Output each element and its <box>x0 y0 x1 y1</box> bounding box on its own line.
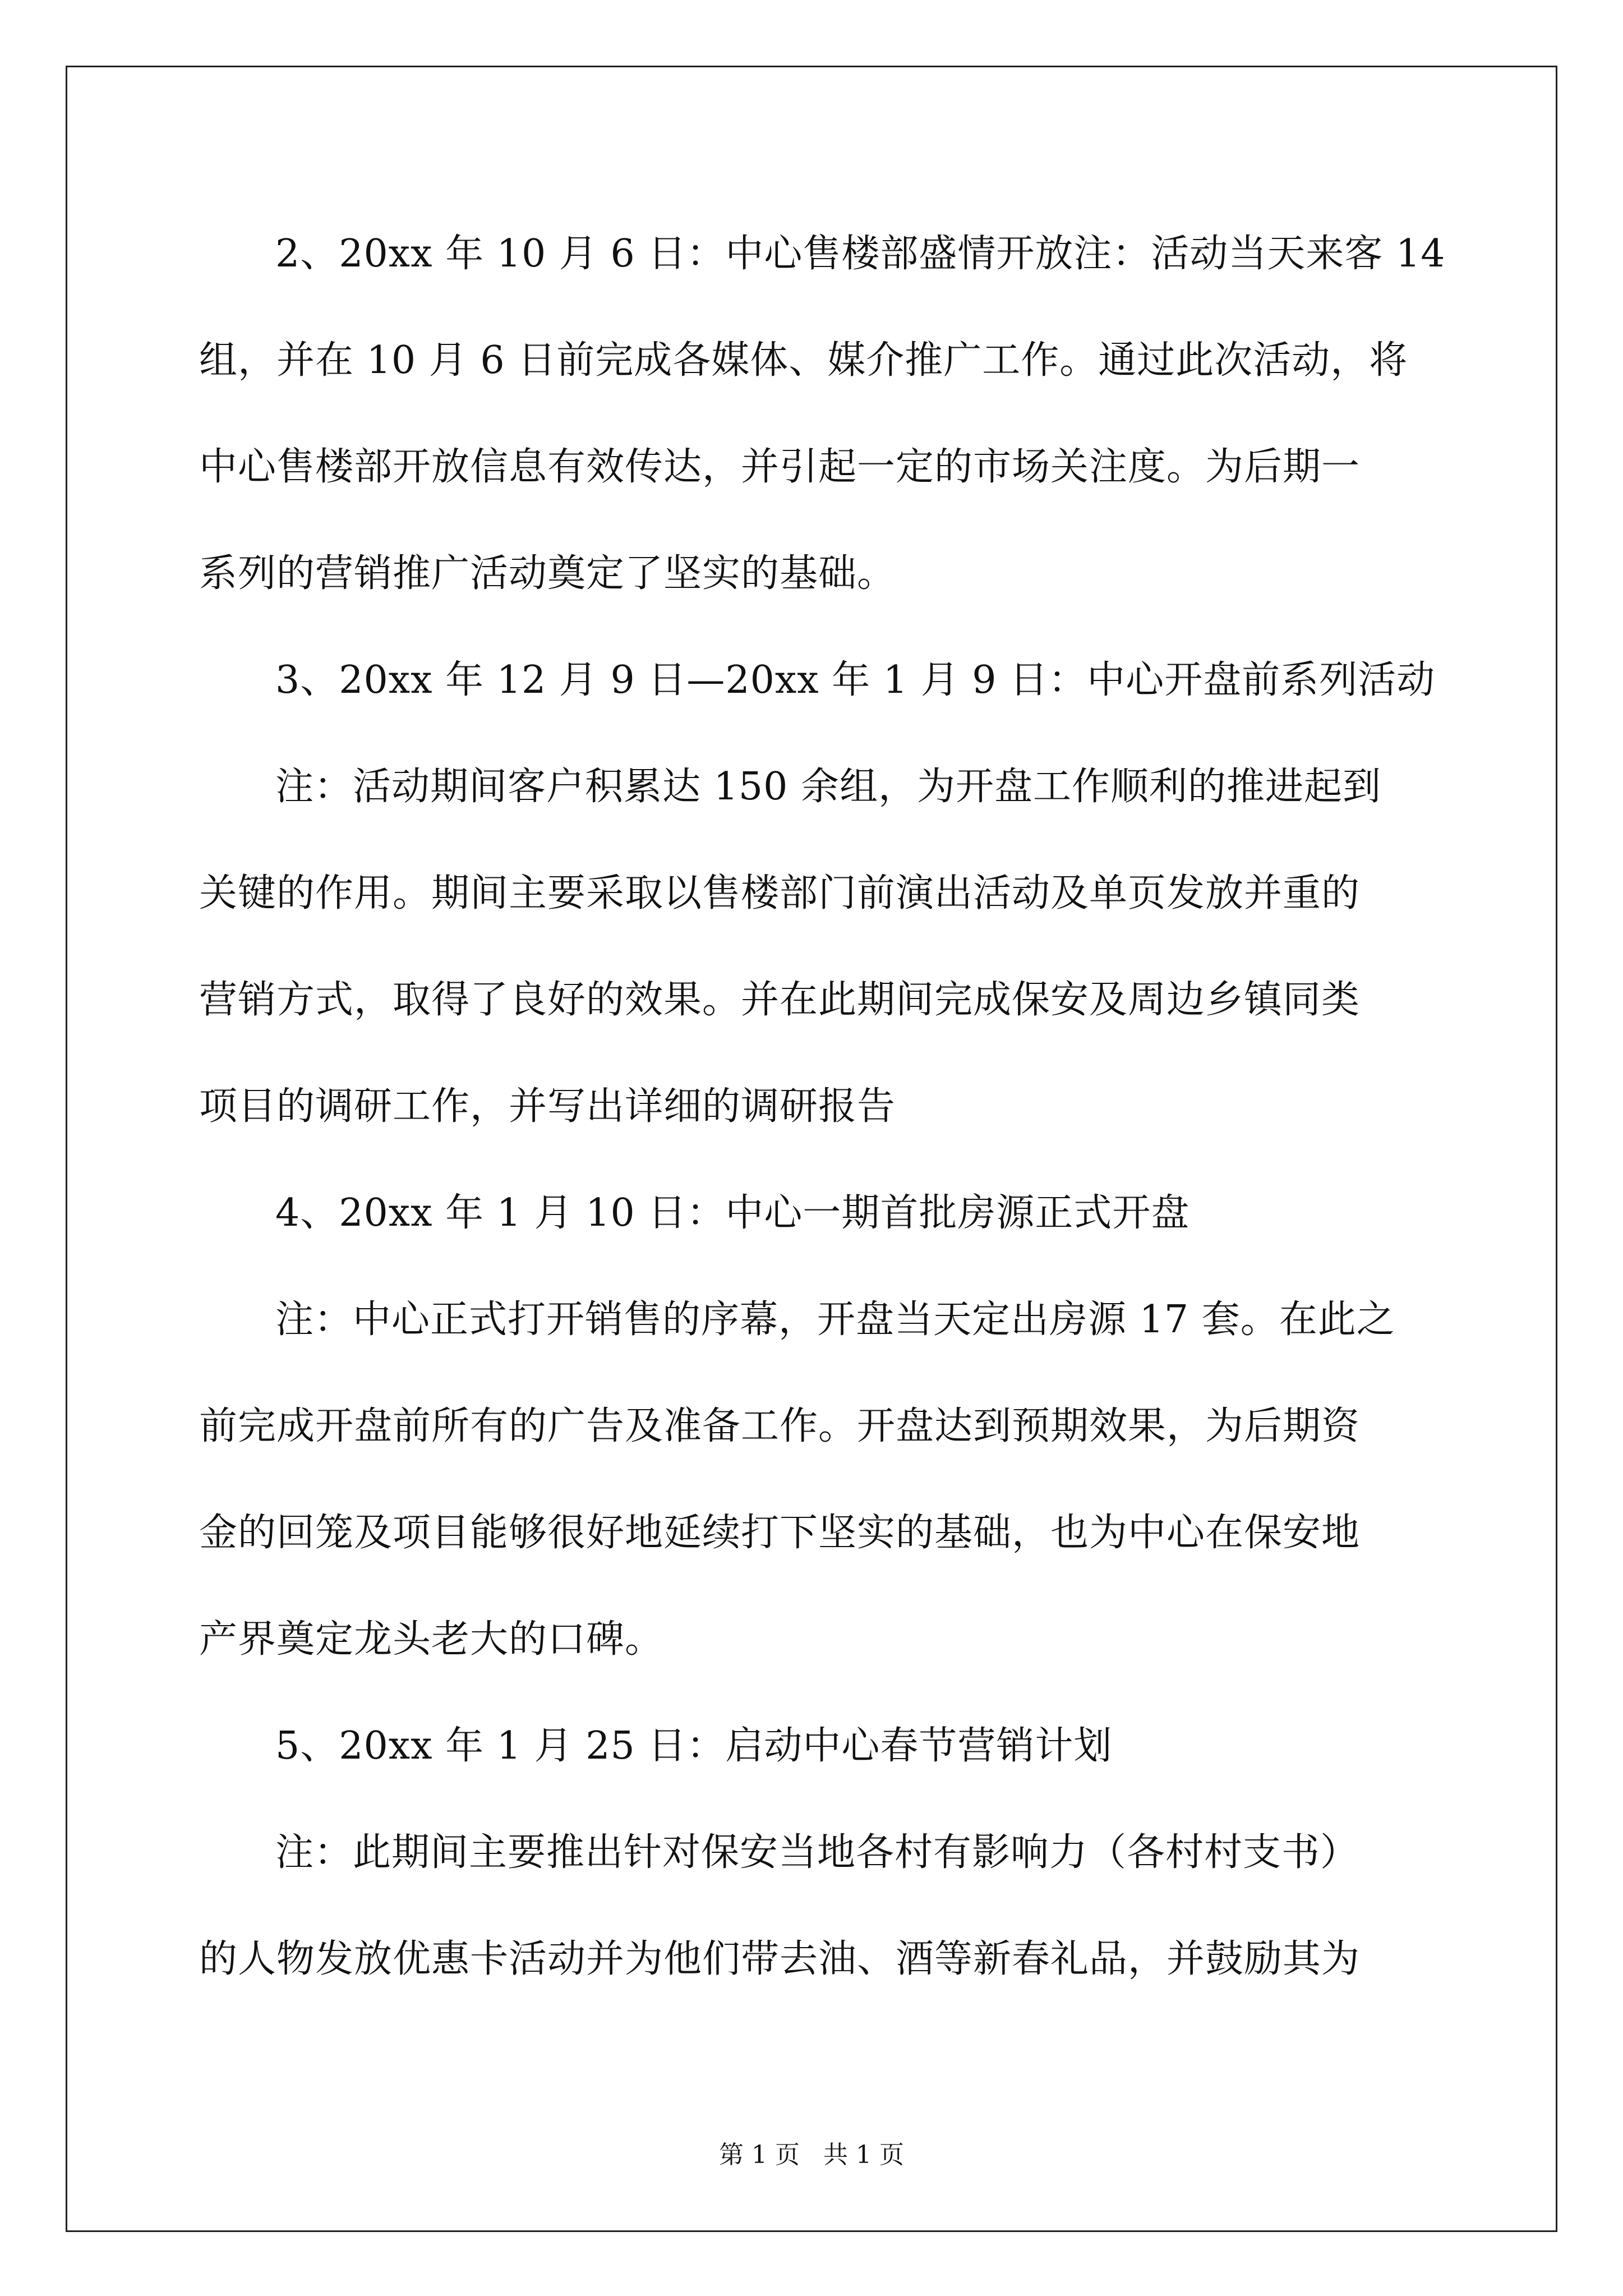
paragraph-line: 注：此期间主要推出针对保安当地各村有影响力（各村村支书） <box>275 1830 1359 1875</box>
paragraph-line: 注：活动期间客户积累达 150 余组，为开盘工作顺利的推进起到 <box>275 765 1382 809</box>
page-number-footer: 第 1 页 共 1 页 <box>719 2141 904 2169</box>
document-body <box>199 212 1446 2024</box>
paragraph-line: 产界奠定龙头老大的口碑。 <box>199 1617 664 1662</box>
paragraph-line: 关键的作用。期间主要采取以售楼部门前演出活动及单页发放并重的 <box>199 871 1361 915</box>
paragraph-line: 注：中心正式打开销售的序幕，开盘当天定出房源 17 套。在此之 <box>275 1297 1395 1342</box>
paragraph-line: 系列的营销推广活动奠定了坚实的基础。 <box>199 551 896 596</box>
paragraph-line: 3、20xx 年 12 月 9 日—20xx 年 1 月 9 日：中心开盘前系列活动 <box>275 658 1436 702</box>
paragraph-line: 中心售楼部开放信息有效传达，并引起一定的市场关注度。为后期一 <box>199 445 1361 489</box>
paragraph-line: 的人物发放优惠卡活动并为他们带去油、酒等新春礼品，并鼓励其为 <box>199 1937 1361 1981</box>
paragraph-line: 4、20xx 年 1 月 10 日：中心一期首批房源正式开盘 <box>275 1191 1190 1235</box>
paragraph-line: 前完成开盘前所有的广告及准备工作。开盘达到预期效果，为后期资 <box>199 1404 1361 1448</box>
paragraph-line: 金的回笼及项目能够很好地延续打下坚实的基础，也为中心在保安地 <box>199 1511 1361 1555</box>
paragraph-line: 营销方式，取得了良好的效果。并在此期间完成保安及周边乡镇同类 <box>199 978 1361 1022</box>
paragraph-line: 组，并在 10 月 6 日前完成各媒体、媒介推广工作。通过此次活动，将 <box>199 338 1408 383</box>
paragraph-line: 2、20xx 年 10 月 6 日：中心售楼部盛情开放注：活动当天来客 14 <box>275 232 1446 276</box>
paragraph-line: 项目的调研工作，并写出详细的调研报告 <box>199 1084 896 1129</box>
paragraph-line: 5、20xx 年 1 月 25 日：启动中心春节营销计划 <box>275 1724 1113 1768</box>
